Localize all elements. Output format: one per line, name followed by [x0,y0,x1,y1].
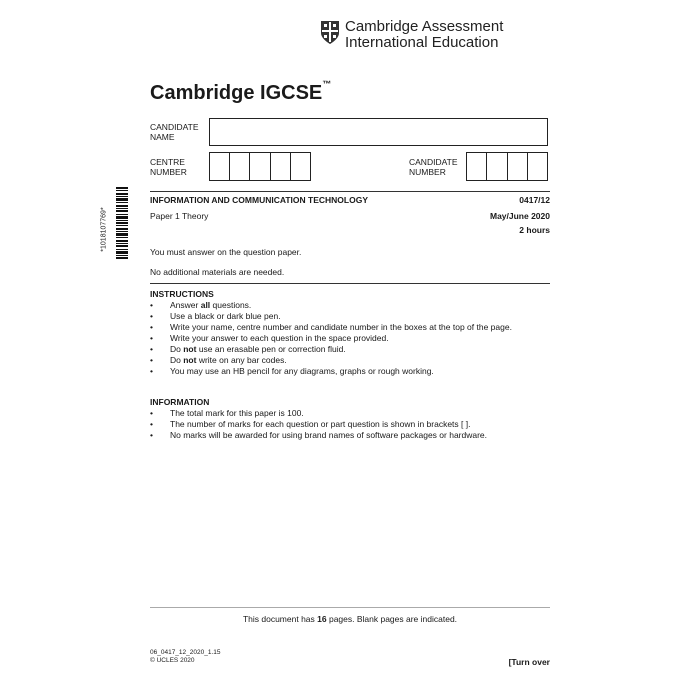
centre-number-label: CENTRE NUMBER [150,157,187,177]
candidate-number-label: CANDIDATE NUMBER [409,157,458,177]
answer-note: You must answer on the question paper. [150,247,302,257]
list-item: • Answer all questions. [149,300,512,311]
org-name-line2: International Education [345,34,499,51]
list-item: • Do not use an erasable pen or correction fluid. [149,344,512,355]
page-count-note: This document has 16 pages. Blank pages are indicated. [242,614,458,624]
copyright: © UCLES 2020 [150,657,195,664]
list-item: • The total mark for this paper is 100. [149,408,487,419]
candidate-name-field[interactable] [209,118,548,146]
divider [150,283,550,284]
paper-code: 0417/12 [519,195,550,205]
list-item: • The number of marks for each question or part question is shown in brackets [ ]. [149,419,487,430]
list-item: • Do not write on any bar codes. [149,355,512,366]
divider [150,191,550,192]
centre-number-field[interactable] [209,152,311,181]
barcode-number: *1018107769* [100,207,108,252]
qualification-title: Cambridge IGCSE™ [150,79,332,104]
exam-duration: 2 hours [519,225,550,235]
candidate-name-label: CANDIDATE NAME [150,122,199,142]
list-item: • Write your name, centre number and candidate number in the boxes at the top of the page. [149,322,512,333]
paper-component: Paper 1 Theory [150,211,209,221]
exam-session: May/June 2020 [489,211,550,221]
subject-title: INFORMATION AND COMMUNICATION TECHNOLOGY [150,195,368,205]
information-list [149,408,487,441]
instructions-list [149,300,512,377]
list-item: • Write your answer to each question in the space provided. [149,333,512,344]
candidate-number-field[interactable] [466,152,548,181]
information-heading: INFORMATION [150,397,210,407]
document-reference: 06_0417_12_2020_1.15 [150,649,221,656]
instructions-heading: INSTRUCTIONS [150,289,214,299]
crest-icon [320,20,340,45]
list-item: • Use a black or dark blue pen. [149,311,512,322]
divider [150,607,550,608]
barcode [116,187,128,259]
turn-over: [Turn over [508,657,550,667]
list-item: • You may use an HB pencil for any diagrams, graphs or rough working. [149,366,512,377]
list-item: • No marks will be awarded for using brand names of software packages or hardware. [149,430,487,441]
materials-note: No additional materials are needed. [150,267,285,277]
org-name-line1: Cambridge Assessment [345,18,504,35]
